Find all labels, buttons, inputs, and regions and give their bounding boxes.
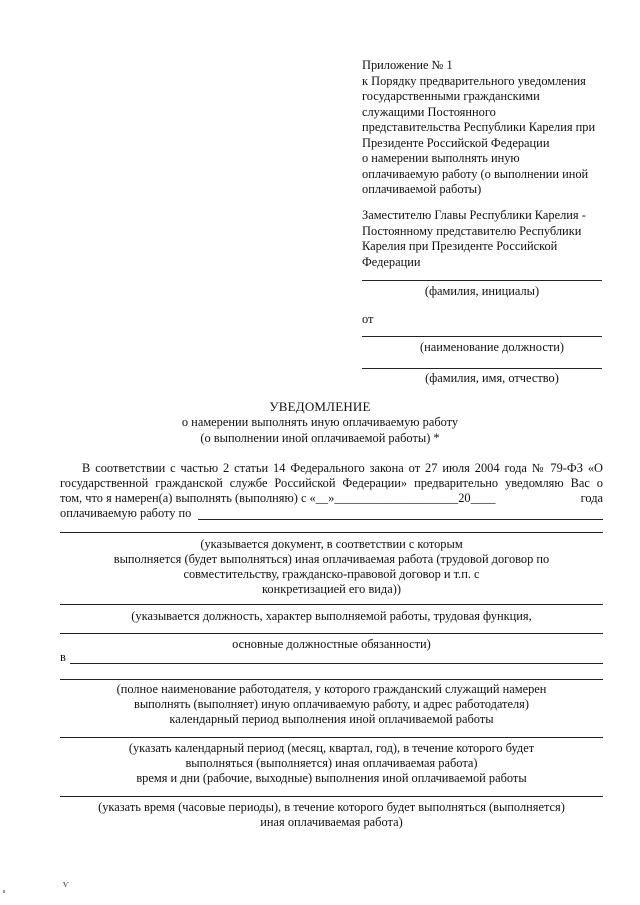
period-line[interactable] [60, 737, 603, 738]
employer-line[interactable] [70, 663, 603, 664]
from-label: от [362, 312, 374, 326]
hint-line: время и дни (рабочие, выходные) выполнения иной оплачиваемой работы [136, 771, 527, 785]
appendix-line: государственными гражданскими [362, 89, 540, 103]
hint-line: конкретизацией его вида)) [262, 582, 401, 596]
hint-line: совместительству, гражданско-правовой договор и т.п. с [183, 567, 480, 581]
hint-line: (указывается документ, в соответствии с которым [200, 537, 463, 551]
employer-line-2[interactable] [60, 679, 603, 680]
position-label: (наименование должности) [420, 340, 564, 354]
body-text: том, что я намерен(а) выполнять (выполняю) с « [60, 491, 316, 505]
document-subtitle: о намерении выполнять иную оплачиваемую работу [181, 415, 459, 429]
hint-line: (полное наименование работодателя, у которого гражданский служащий намерен [116, 682, 547, 696]
surname-initials-label: (фамилия, инициалы) [424, 284, 540, 298]
appendix-line: о намерении выполнять иную [362, 151, 520, 165]
body-date-line [60, 491, 603, 507]
duty-line[interactable] [60, 604, 603, 605]
addressee-block [362, 208, 607, 270]
document-subtitle: (о выполнении иной оплачиваемой работы) * [200, 431, 440, 445]
hint-line: выполнять (выполняет) иную оплачиваемую работу, и адрес работодателя) [134, 697, 529, 711]
month-blank[interactable]: ____________________ [334, 491, 459, 505]
body-line: государственной гражданской службе Российской Федерации» предварительно уведомляю Вас о [60, 476, 603, 490]
year-blank[interactable]: ____ [470, 491, 496, 505]
appendix-line: оплачиваемой работы) [362, 182, 482, 196]
appendix-line: Президенте Российской Федерации [362, 135, 550, 150]
hint-line: основные должностные обязанности) [232, 637, 431, 651]
document-title: УВЕДОМЛЕНИЕ [269, 399, 371, 414]
surname-initials-line[interactable] [362, 280, 602, 281]
body-text: 20 [458, 491, 471, 505]
body-line: оплачиваемую работу по [60, 506, 192, 520]
appendix-block [362, 58, 607, 198]
appendix-line: к Порядку предварительного уведомления [362, 73, 586, 88]
full-name-label: (фамилия, имя, отчество) [425, 371, 559, 385]
scan-artifact [3, 890, 5, 893]
addressee-line: Заместителю Главы Республики Карелия - [362, 208, 586, 222]
appendix-line: служащими Постоянного [362, 104, 496, 119]
appendix-line: представительства Республики Карелия при [362, 120, 596, 134]
hint-line: выполняться (выполняется) иная оплачиваемая работа) [185, 756, 478, 770]
duty-line-2[interactable] [60, 633, 603, 634]
hint-line: выполняется (будет выполняться) иная оплачиваемая работа (трудовой договор по [113, 552, 550, 566]
hint-line: иная оплачиваемая работа) [260, 815, 403, 829]
addressee-line: Постоянному представителю Республики [362, 223, 582, 238]
full-name-line[interactable] [362, 368, 602, 369]
addressee-line: Федерации [362, 254, 421, 269]
hint-line: календарный период выполнения иной оплачиваемой работы [169, 712, 494, 726]
body-text: » [328, 491, 335, 505]
hint-line: (указать календарный период (месяц, квартал, год), в течение которого будет [128, 741, 535, 755]
appendix-line: оплачиваемую работу (о выполнении иной [362, 166, 589, 181]
body-line: В соответствии с частью 2 статьи 14 Федерального закона от 27 июля 2004 года № 79-ФЗ «О [82, 461, 603, 475]
in-prefix: в [60, 650, 66, 664]
position-line[interactable] [362, 336, 602, 337]
appendix-line: Приложение № 1 [362, 58, 453, 72]
scan-mark: ѵ [63, 879, 69, 890]
work-basis-line[interactable] [198, 519, 603, 520]
hint-line: (указывается должность, характер выполняемой работы, трудовая функция, [131, 609, 532, 623]
time-line[interactable] [60, 796, 603, 797]
hint-line: (указать время (часовые периоды), в течение которого будет выполняться (выполняется) [98, 800, 565, 814]
body-text: года [580, 491, 603, 505]
day-blank[interactable]: __ [315, 491, 329, 505]
work-basis-line-2[interactable] [60, 532, 603, 533]
addressee-line: Карелия при Президенте Российской [362, 239, 558, 253]
